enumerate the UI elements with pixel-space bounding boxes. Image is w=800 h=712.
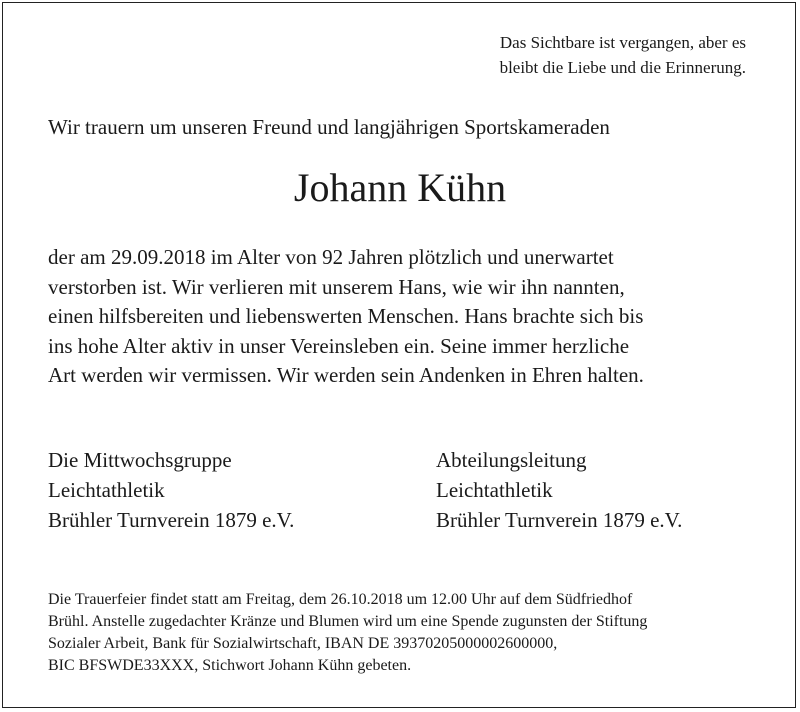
motto-quote	[426, 30, 746, 80]
signature-line: Abteilungsleitung	[436, 448, 587, 472]
deceased-name: Johann Kühn	[293, 165, 507, 210]
footer-line: Brühl. Anstelle zugedachter Kränze und Blumen wird um eine Spende zugunsten der Stiftung	[48, 613, 648, 630]
body-line: ins hohe Alter aktiv in unser Vereinsleben ein. Seine immer herzliche	[48, 333, 630, 358]
motto-line: bleibt die Liebe und die Erinnerung.	[499, 58, 746, 77]
footer-line: Die Trauerfeier findet statt am Freitag, dem 26.10.2018 um 12.00 Uhr auf dem Südfriedhof	[48, 591, 633, 608]
footer-line: BIC BFSWDE33XXX, Stichwort Johann Kühn gebeten.	[48, 657, 412, 674]
body-line: Art werden wir vermissen. Wir werden sein Andenken in Ehren halten.	[48, 363, 644, 387]
footer-line: Sozialer Arbeit, Bank für Sozialwirtschaft, IBAN DE 39370205000002600000,	[48, 635, 558, 652]
signature-line: Brühler Turnverein 1879 e.V.	[436, 508, 683, 532]
signature-right	[436, 445, 682, 535]
signature-line: Leichtathletik	[48, 478, 165, 502]
signature-line: Leichtathletik	[436, 478, 553, 502]
intro-line: Wir trauern um unseren Freund und langjährigen Sportskameraden	[48, 115, 610, 139]
body-line: verstorben ist. Wir verlieren mit unserem Hans, wie wir ihn nannten,	[48, 274, 625, 299]
funeral-notice	[48, 589, 647, 677]
signature-line: Die Mittwochsgruppe	[48, 448, 232, 472]
body-line: einen hilfsbereiten und liebenswerten Menschen. Hans brachte sich bis	[48, 304, 644, 328]
obituary-body	[48, 243, 644, 391]
signature-left	[48, 445, 294, 535]
body-line: der am 29.09.2018 im Alter von 92 Jahren plötzlich und unerwartet	[48, 245, 614, 269]
signature-line: Brühler Turnverein 1879 e.V.	[48, 508, 295, 532]
motto-line: Das Sichtbare ist vergangen, aber es	[499, 33, 746, 52]
